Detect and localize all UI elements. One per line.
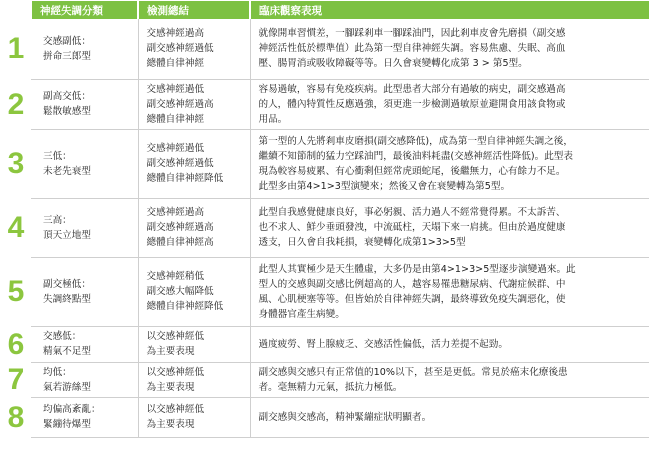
desc-line: 容易過敏，容易有免疫疾病。此型患者大部分有過敏的病史，副交感過高 [258, 83, 566, 95]
type-line: 副交極低： [43, 278, 91, 290]
desc-line: 第一型的人先將剎車皮磨損(副交感降低)，成為第一型自律神經失調之後， [258, 135, 573, 147]
type-line: 交感低： [43, 331, 82, 342]
summary-line: 副交感大幅降低 [146, 286, 214, 297]
type-line: 鬆散敏感型 [43, 106, 91, 117]
desc-line: 就像開車習慣差，一腳踩剎車一腳踩油門，因此剎車皮會先磨損（副交感 [258, 28, 566, 40]
desc-line: 繼續不知節制的猛力空踩油門，最後油料耗盡(交感神經活性降低)。此型表 [258, 150, 573, 162]
desc-line: 壓、腸胃消或吸收障礙等等。日久會衰變轉化成第 3 > 第5型。 [258, 58, 528, 70]
nerve-disorder-table [1, 1, 649, 438]
table-row [1, 198, 649, 257]
summary-cell [138, 129, 250, 198]
table-row [1, 257, 649, 326]
desc-cell [250, 326, 649, 362]
summary-cell [138, 19, 250, 79]
summary-line: 交感神經過高 [146, 207, 205, 218]
type-cell [31, 362, 138, 397]
table-row [1, 362, 649, 397]
desc-line: 副交感與交感只有正常值的10%以下，甚至是更低。常見於癌末化療後患 [258, 366, 568, 378]
summary-cell [138, 79, 250, 129]
desc-line: 型人的交感與副交感比例超高的人，越容易罹患糖尿病、代謝症候群、中 [258, 278, 566, 290]
summary-line: 副交感神經過高 [146, 222, 214, 233]
summary-line: 副交感神經過低 [146, 158, 214, 169]
header-summary: 檢測總結 [138, 1, 250, 19]
desc-cell [250, 198, 649, 257]
table-row [1, 129, 649, 198]
desc-line: 此型自我感覺健康良好，事必躬親、活力過人不經常覺得累。不太訴苦、 [258, 207, 566, 218]
type-line: 三高： [43, 214, 72, 226]
desc-line: 也不求人、鮮少垂頭發洩，中流砥柱，天塌下來一肩挑。但由於過度健康 [258, 222, 566, 233]
summary-cell [138, 397, 250, 437]
summary-line: 總體自律神經 [146, 58, 205, 70]
type-line: 緊繃待爆型 [43, 419, 91, 430]
table-header [1, 1, 649, 19]
row-number: 3 [1, 129, 31, 198]
desc-line: 透支，日久會自我耗損，衰變轉化成第1>3>5型 [258, 237, 466, 248]
row-number: 4 [1, 198, 31, 257]
summary-cell [138, 326, 250, 362]
row-number: 5 [1, 257, 31, 326]
type-cell [31, 326, 138, 362]
summary-cell [138, 362, 250, 397]
desc-line: 此型多由第4>1>3型演變來；然後又會在衰變轉為第5型。 [258, 180, 511, 192]
desc-line: 副交感與交感高，精神緊繃症狀明顯者。 [258, 411, 432, 423]
desc-cell [250, 362, 649, 397]
desc-line: 過度疲勞、腎上腺疲乏、交感活性偏低，活力差提不起勁。 [258, 338, 508, 350]
type-line: 未老先衰型 [43, 165, 91, 177]
type-cell [31, 19, 138, 79]
desc-line: 神經活性低於標準值）此為第一型自律神經失調。容易焦慮、失眠、高血 [258, 43, 566, 55]
summary-line: 交感神經稍低 [146, 271, 205, 282]
desc-line: 風、心肌梗塞等等。但皆始於自律神經失調，最終導致免疫失調惡化，使 [258, 293, 566, 305]
desc-cell [250, 129, 649, 198]
type-line: 三低： [43, 150, 72, 162]
summary-line: 以交感神經低 [146, 366, 205, 378]
summary-line: 為主要表現 [146, 381, 195, 393]
desc-cell [250, 397, 649, 437]
row-number: 6 [1, 326, 31, 362]
header-blank [1, 1, 31, 19]
summary-line: 副交感神經過低 [146, 43, 214, 55]
summary-line: 交感神經過高 [146, 28, 205, 40]
type-line: 精氣不足型 [43, 346, 91, 357]
summary-line: 為主要表現 [146, 346, 195, 357]
desc-cell [250, 19, 649, 79]
row-number: 2 [1, 79, 31, 129]
summary-line: 總體自律神經 [146, 113, 205, 125]
summary-line: 總體自律神經降低 [146, 301, 224, 312]
type-cell [31, 79, 138, 129]
summary-line: 以交感神經低 [146, 404, 205, 415]
type-line: 交感副低： [43, 35, 91, 47]
desc-line: 此型人其實極少是天生體虛，大多仍是由第4>1>3>5型逐步演變過來。此 [258, 263, 576, 275]
table-row [1, 79, 649, 129]
summary-cell [138, 257, 250, 326]
type-line: 副高交低： [43, 91, 91, 102]
header-type: 神經失調分類 [31, 1, 138, 19]
row-number: 8 [1, 397, 31, 437]
summary-line: 交感神經過低 [146, 83, 205, 95]
type-line: 頂天立地型 [43, 229, 91, 241]
desc-line: 身體器官產生病變。 [258, 308, 345, 320]
summary-cell [138, 198, 250, 257]
summary-line: 為主要表現 [146, 419, 195, 430]
type-line: 拼命三郎型 [43, 50, 91, 62]
type-line: 均低： [43, 366, 72, 378]
table-row [1, 19, 649, 79]
summary-line: 以交感神經低 [146, 331, 205, 342]
desc-line: 用品。 [258, 113, 288, 125]
summary-line: 交感神經過低 [146, 143, 205, 154]
summary-line: 總體自律神經高 [146, 237, 214, 248]
type-line: 氣若游絲型 [43, 381, 91, 393]
table-row [1, 326, 649, 362]
desc-line: 現為較容易疲累、有心衝剩但經常虎頭蛇尾，後繼無力，心有餘力不足。 [258, 165, 566, 177]
header-desc: 臨床觀察表現 [250, 1, 649, 19]
row-number: 7 [1, 362, 31, 397]
type-cell [31, 129, 138, 198]
desc-line: 的人，體內特質性反應過強，須更進一步檢測過敏原並避開食用該食物或 [258, 98, 566, 110]
type-cell [31, 198, 138, 257]
type-cell [31, 257, 138, 326]
summary-line: 總體自律神經降低 [146, 173, 224, 184]
type-line: 失調終點型 [43, 293, 91, 305]
summary-line: 副交感神經過高 [146, 98, 214, 110]
desc-cell [250, 79, 649, 129]
type-line: 均偏高紊亂： [43, 404, 101, 415]
desc-line: 者。毫無精力元氣，抵抗力極低。 [258, 381, 403, 393]
desc-cell [250, 257, 649, 326]
type-cell [31, 397, 138, 437]
table-row [1, 397, 649, 437]
row-number: 1 [1, 19, 31, 79]
